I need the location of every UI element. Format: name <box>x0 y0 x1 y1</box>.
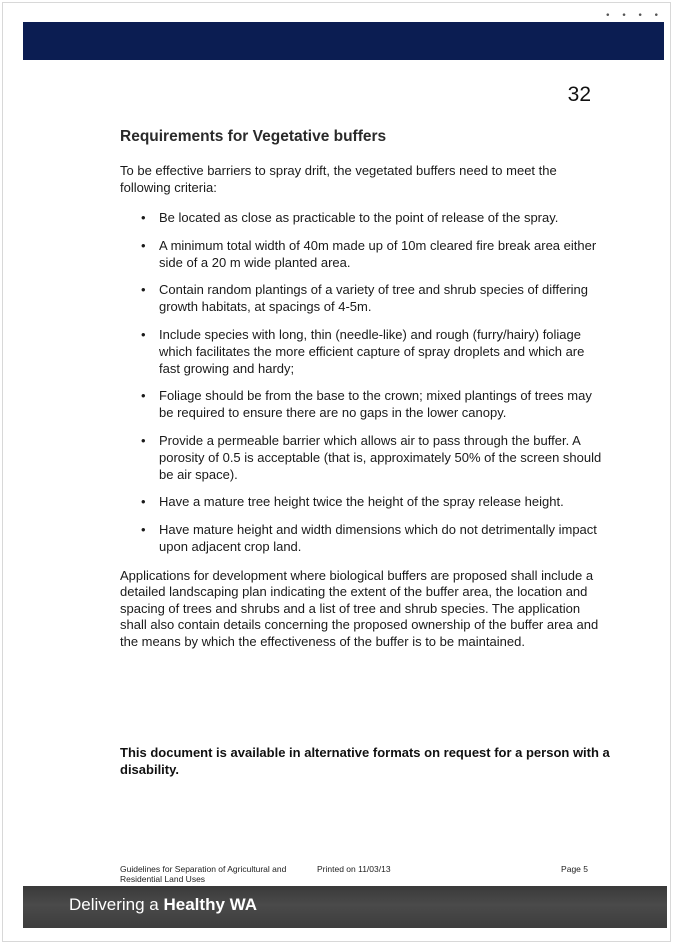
criteria-item <box>120 281 604 315</box>
footer-meta <box>120 864 600 888</box>
criteria-list <box>120 209 604 555</box>
bullet-icon: • <box>141 237 146 253</box>
printed-date: Printed on 11/03/13 <box>317 864 391 874</box>
bullet-icon: • <box>141 282 146 297</box>
bullet-icon: • <box>141 388 146 403</box>
guideline-title: Guidelines for Separation of Agricultural and Residential Land Uses <box>120 864 287 884</box>
criteria-text: Contain random plantings of a variety of tree and shrub species of differing growth habitats, at spacings of 4-5m. <box>159 282 589 314</box>
bullet-icon: • <box>141 432 146 448</box>
section-heading: Requirements for Vegetative buffers <box>120 128 387 145</box>
criteria-item <box>120 237 604 271</box>
criteria-item <box>120 432 604 483</box>
bullet-icon: • <box>141 210 146 225</box>
criteria-text: Foliage should be from the base to the crown; mixed plantings of trees may be required to ensure there are no gaps in the lower canopy. <box>159 388 592 420</box>
criteria-item <box>120 387 604 421</box>
accessibility-notice: This document is available in alternative formats on request for a person with a disability. <box>120 745 610 777</box>
page-reference: Page 5 <box>561 864 588 874</box>
scan-artifact-dots: • • • • <box>605 11 663 21</box>
criteria-text: Have a mature tree height twice the height of the spray release height. <box>159 494 564 509</box>
bullet-icon: • <box>141 494 146 509</box>
intro-paragraph: To be effective barriers to spray drift, the vegetated buffers need to meet the following criteria: <box>120 163 557 195</box>
criteria-item <box>120 326 604 377</box>
page-number: 32 <box>567 83 591 106</box>
criteria-item <box>120 209 604 226</box>
tagline-emphasis: Healthy WA <box>163 895 258 914</box>
criteria-text: Provide a permeable barrier which allows air to pass through the buffer. A porosity of 0.5 is acceptable (that is, approximately 50% of the screen should be air space). <box>159 432 602 482</box>
tagline-prefix: Delivering a <box>69 895 164 914</box>
footer-band <box>23 886 667 928</box>
criteria-text: Be located as close as practicable to the point of release of the spray. <box>159 210 559 225</box>
bullet-icon: • <box>141 326 146 342</box>
tagline <box>69 895 257 915</box>
criteria-item <box>120 493 604 510</box>
closing-paragraph: Applications for development where biological buffers are proposed shall include a detailed landscaping plan indicating the extent of the buffer area, the location and spacing of trees and shrubs and a list of tree and shrub species. The application shall also contain details concerning the proposed ownership of the buffer area and the means by which the effectiveness of the buffer is to be maintained. <box>120 567 599 649</box>
criteria-text: Have mature height and width dimensions which do not detrimentally impact upon adjacent crop land. <box>159 521 597 554</box>
criteria-item <box>120 521 604 555</box>
main-content <box>120 128 604 650</box>
criteria-text: A minimum total width of 40m made up of 10m cleared fire break area either side of a 20 m wide planted area. <box>159 237 597 270</box>
criteria-text: Include species with long, thin (needle-like) and rough (furry/hairy) foliage which facilitates the more efficient capture of spray droplets and which are fast growing and hardy; <box>159 326 585 376</box>
bullet-icon: • <box>141 521 146 537</box>
header-band <box>23 22 664 60</box>
